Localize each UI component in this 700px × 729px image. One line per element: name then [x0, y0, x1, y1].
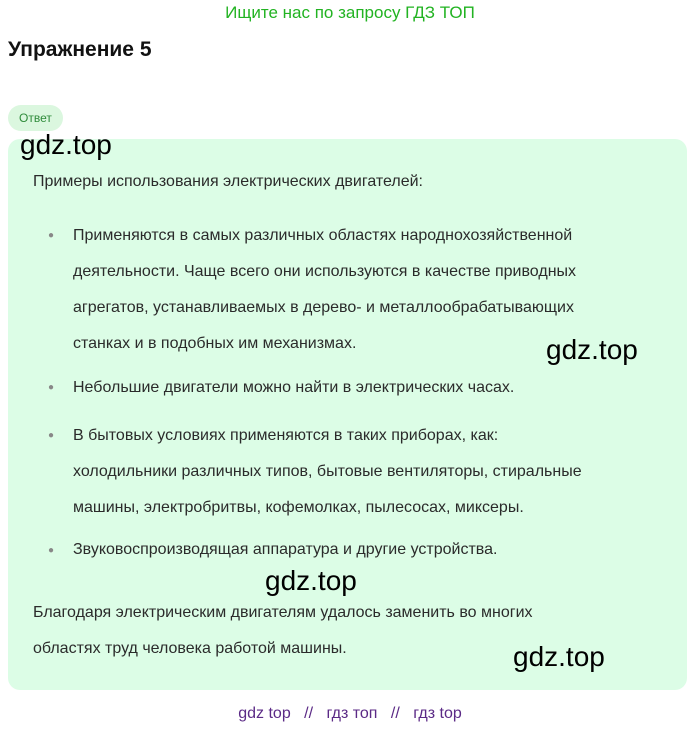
footer-links	[0, 705, 700, 723]
answer-intro: Примеры использования электрических двигателей:	[33, 173, 423, 190]
list-item-line: Небольшие двигатели можно найти в электрических часах.	[73, 379, 515, 396]
search-banner: Ищите нас по запросу ГДЗ ТОП	[225, 3, 475, 22]
list-item-line: деятельности. Чаще всего они используются в качестве приводных	[73, 263, 577, 280]
answer-badge[interactable]: Ответ	[8, 105, 63, 131]
list-item-line: станках и в подобных им механизмах.	[73, 335, 357, 352]
conclusion-line: Благодаря электрическим двигателям удалось заменить во многих	[33, 604, 533, 621]
bullet-marker: ●	[48, 430, 55, 441]
footer-separator: //	[390, 705, 400, 722]
list-item-line: машины, электробритвы, кофемолках, пылесосах, миксеры.	[73, 499, 524, 516]
exercise-title: Упражнение 5	[8, 38, 152, 61]
bullet-marker: ●	[48, 545, 55, 556]
bullet-marker: ●	[48, 382, 55, 393]
watermark: gdz.top	[513, 641, 605, 672]
bullet-marker: ●	[48, 230, 55, 241]
footer-separator: //	[304, 705, 314, 722]
list-item	[73, 370, 673, 406]
footer-link[interactable]: гдз top	[413, 705, 462, 722]
list-item-line: Звуковоспроизводящая аппаратура и другие устройства.	[73, 541, 498, 558]
conclusion-line: областях труд человека работой машины.	[33, 640, 347, 657]
list-item-line: В бытовых условиях применяются в таких приборах, как:	[73, 427, 499, 444]
watermark: gdz.top	[546, 334, 638, 365]
list-item-line: агрегатов, устанавливаемых в дерево- и металлообрабатывающих	[73, 299, 574, 316]
footer-link[interactable]: гдз топ	[326, 705, 378, 722]
list-item-line: холодильники различных типов, бытовые вентиляторы, стиральные	[73, 463, 582, 480]
list-item	[73, 532, 673, 568]
list-item	[73, 418, 673, 526]
watermark: gdz.top	[20, 129, 112, 160]
watermark: gdz.top	[265, 565, 357, 596]
footer-link[interactable]: gdz top	[238, 705, 291, 722]
list-item-line: Применяются в самых различных областях народнохозяйственной	[73, 227, 573, 244]
